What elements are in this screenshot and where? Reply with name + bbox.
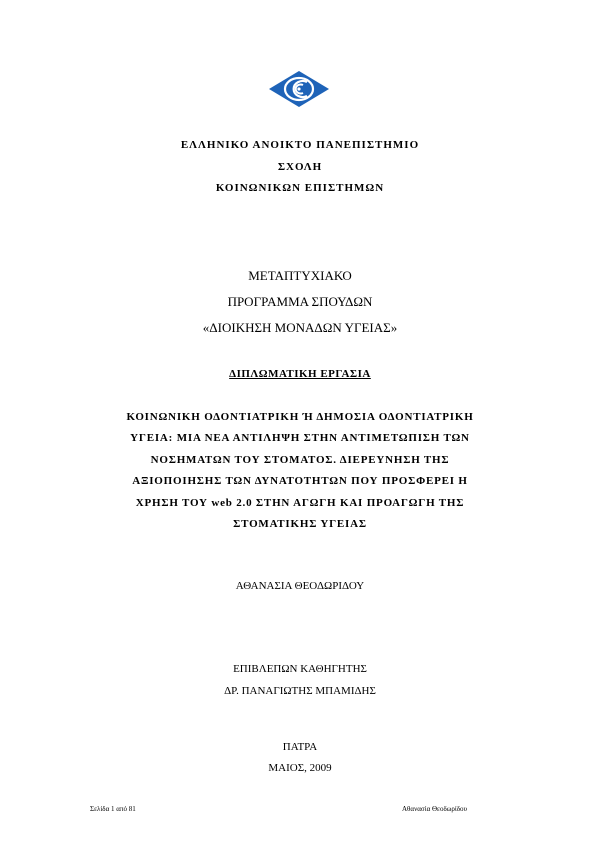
- title-line: ΚΟΙΝΩΝΙΚΗ ΟΔΟΝΤΙΑΤΡΙΚΗ Ή ΔΗΜΟΣΙΑ ΟΔΟΝΤΙΑΤΡΙΚΗ: [126, 411, 474, 423]
- date: ΜΑΙΟΣ, 2009: [268, 762, 332, 774]
- eap-logo-icon: [268, 70, 330, 108]
- title-line: ΥΓΕΙΑ: ΜΙΑ ΝΕΑ ΑΝΤΙΛΗΨΗ ΣΤΗΝ ΑΝΤΙΜΕΤΩΠΙΣΗ ΤΩΝ: [130, 432, 470, 444]
- faculty-name: ΚΟΙΝΩΝΙΚΩΝ ΕΠΙΣΤΗΜΩΝ: [215, 182, 385, 194]
- author-name: ΑΘΑΝΑΣΙΑ ΘΕΟΔΩΡΙΔΟΥ: [235, 580, 365, 592]
- program-line-1: ΜΕΤΑΠΤΥΧΙΑΚΟ: [248, 268, 352, 283]
- supervisor-name: ΔΡ. ΠΑΝΑΓΙΩΤΗΣ ΜΠΑΜΙΔΗΣ: [224, 685, 376, 697]
- supervisor-label: ΕΠΙΒΛΕΠΩΝ ΚΑΘΗΓΗΤΗΣ: [233, 663, 367, 675]
- title-line: ΝΟΣΗΜΑΤΩΝ ΤΟΥ ΣΤΟΜΑΤΟΣ. ΔΙΕΡΕΥΝΗΣΗ ΤΗΣ: [150, 454, 450, 466]
- title-line: ΑΞΙΟΠΟΙΗΣΗΣ ΤΩΝ ΔΥΝΑΤΟΤΗΤΩΝ ΠΟΥ ΠΡΟΣΦΕΡΕΙ Η: [132, 475, 468, 487]
- program-line-3: «ΔΙΟΙΚΗΣΗ ΜΟΝΑΔΩΝ ΥΓΕΙΑΣ»: [202, 320, 398, 335]
- university-name: ΕΛΛΗΝΙΚΟ ΑΝΟΙΚΤΟ ΠΑΝΕΠΙΣΤΗΜΙΟ: [180, 139, 420, 151]
- footer-author: Αθανασία Θεοδωρίδου: [402, 805, 468, 813]
- title-line: ΧΡΗΣΗ ΤΟΥ web 2.0 ΣΤΗΝ ΑΓΩΓΗ ΚΑΙ ΠΡΟΑΓΩΓΗ ΤΗΣ: [135, 497, 465, 509]
- title-line: ΣΤΟΜΑΤΙΚΗΣ ΥΓΕΙΑΣ: [233, 518, 367, 530]
- program-line-2: ΠΡΟΓΡΑΜΜΑ ΣΠΟΥΔΩΝ: [227, 294, 373, 309]
- document-type: ΔΙΠΛΩΜΑΤΙΚΗ ΕΡΓΑΣΙΑ: [229, 368, 371, 380]
- school-label: ΣΧΟΛΗ: [277, 161, 323, 173]
- place: ΠΑΤΡΑ: [282, 741, 318, 753]
- footer-page-number: Σελίδα 1 από 81: [90, 805, 136, 813]
